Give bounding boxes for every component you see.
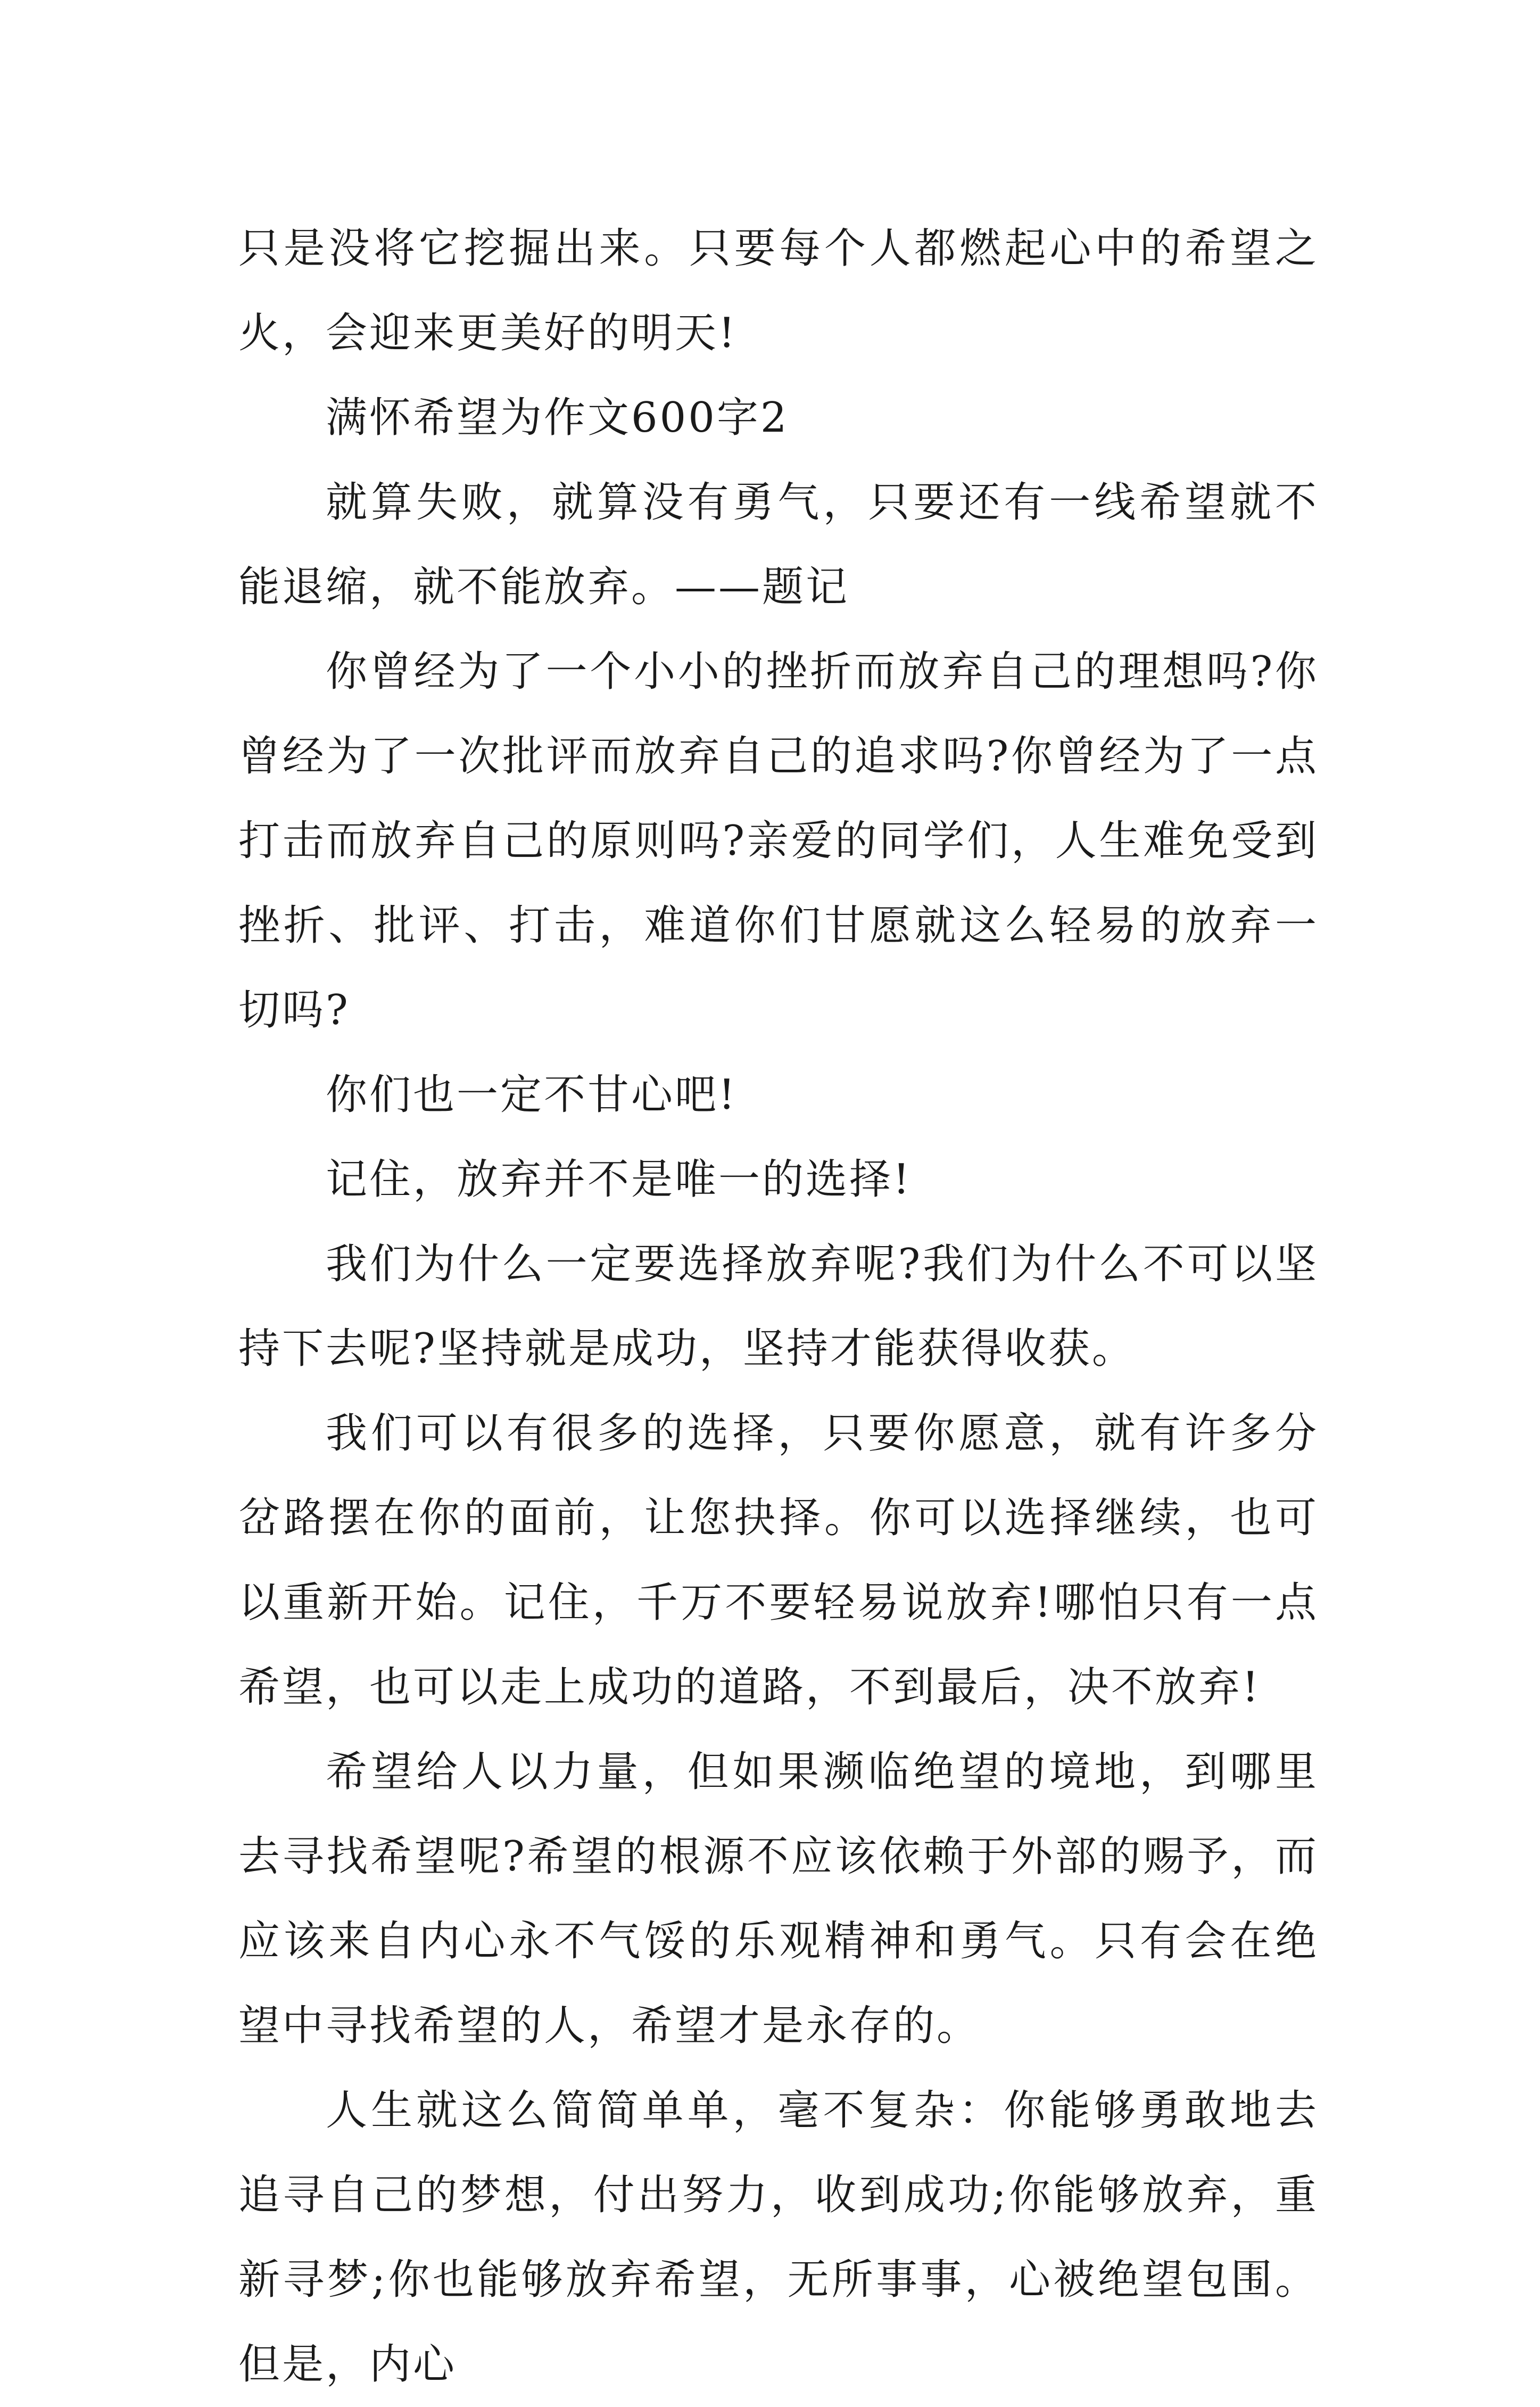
paragraph-life-simple: 人生就这么简简单单，毫不复杂：你能够勇敢地去追寻自己的梦想，付出努力，收到成功;你能够放弃，重新寻梦;你也能够放弃希望，无所事事，心被绝望包围。但是，内心	[238, 2087, 1319, 2388]
paragraph-epigraph: 就算失败，就算没有勇气，只要还有一线希望就不能退缩，就不能放弃。——题记	[238, 479, 1319, 611]
document-body	[238, 207, 1319, 2407]
paragraph-choices: 我们可以有很多的选择，只要你愿意，就有许多分岔路摆在你的面前，让您抉择。你可以选择继续，也可以重新开始。记住，千万不要轻易说放弃!哪怕只有一点希望，也可以走上成功的道路，不到最后，决不放弃!	[238, 1409, 1319, 1711]
section-title: 满怀希望为作文600字2	[326, 394, 789, 442]
paragraph-remember: 记住，放弃并不是唯一的选择!	[326, 1156, 912, 1204]
paragraph-persist: 我们为什么一定要选择放弃呢?我们为什么不可以坚持下去呢?坚持就是成功，坚持才能获得收获。	[238, 1240, 1319, 1373]
paragraph-hope-source: 希望给人以力量，但如果濒临绝望的境地，到哪里去寻找希望呢?希望的根源不应该依赖于外部的赐予，而应该来自内心永不气馁的乐观精神和勇气。只有会在绝望中寻找希望的人，希望才是永存的。	[238, 1748, 1319, 2050]
paragraph-not-willing: 你们也一定不甘心吧!	[326, 1071, 738, 1119]
paragraph-questions: 你曾经为了一个小小的挫折而放弃自己的理想吗?你曾经为了一次批评而放弃自己的追求吗?你曾经为了一点打击而放弃自己的原则吗?亲爱的同学们，人生难免受到挫折、批评、打击，难道你们甘愿就这么轻易的放弃一切吗?	[238, 648, 1319, 1034]
intro-continuation-paragraph: 只是没将它挖掘出来。只要每个人都燃起心中的希望之火，会迎来更美好的明天!	[238, 225, 1319, 357]
